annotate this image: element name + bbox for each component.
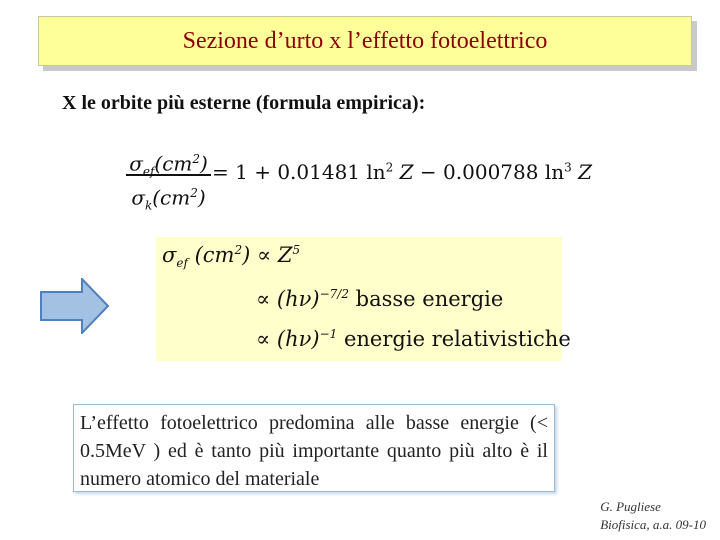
footer-credit: [600, 498, 706, 534]
right-arrow-icon: [40, 278, 110, 334]
formula-right-side: = 1 + 0.01481 $\ln^2 Z - 0.000788$ $\ln^3 Z$: [212, 160, 593, 184]
title-banner: [38, 16, 692, 66]
cross-section-ratio: [126, 145, 211, 213]
ratio-numerator: $\sigma_{ef}(cm^2)$: [129, 151, 208, 179]
footer-course: Biofisica, a.a. 09-10: [600, 517, 706, 532]
formula-line-z5: $\sigma_{ef}$ $(cm^2) \propto Z^5$: [162, 243, 301, 271]
ratio-denominator: $\sigma_k(cm^2)$: [131, 185, 206, 213]
slide-title: Sezione d’urto x l’effetto fotoelettrico: [182, 27, 548, 54]
note-textbox: L’effetto fotoelettrico predomina alle basse energie (< 0.5MeV ) ed è tanto più importante quanto più alto è il numero atomico del materiale: [73, 404, 555, 492]
proportionality-formulas: [156, 237, 571, 361]
formula-line-relativistic: ∝ $(h\nu)^{-1}$ energie relativistiche: [256, 327, 571, 351]
formula-line-low-energy: ∝ $(h\nu)^{-7/2}$ basse energie: [256, 287, 504, 311]
footer-author: G. Pugliese: [600, 499, 661, 514]
empirical-formula: [126, 145, 593, 213]
subtitle: X le orbite più esterne (formula empirica):: [62, 92, 426, 114]
